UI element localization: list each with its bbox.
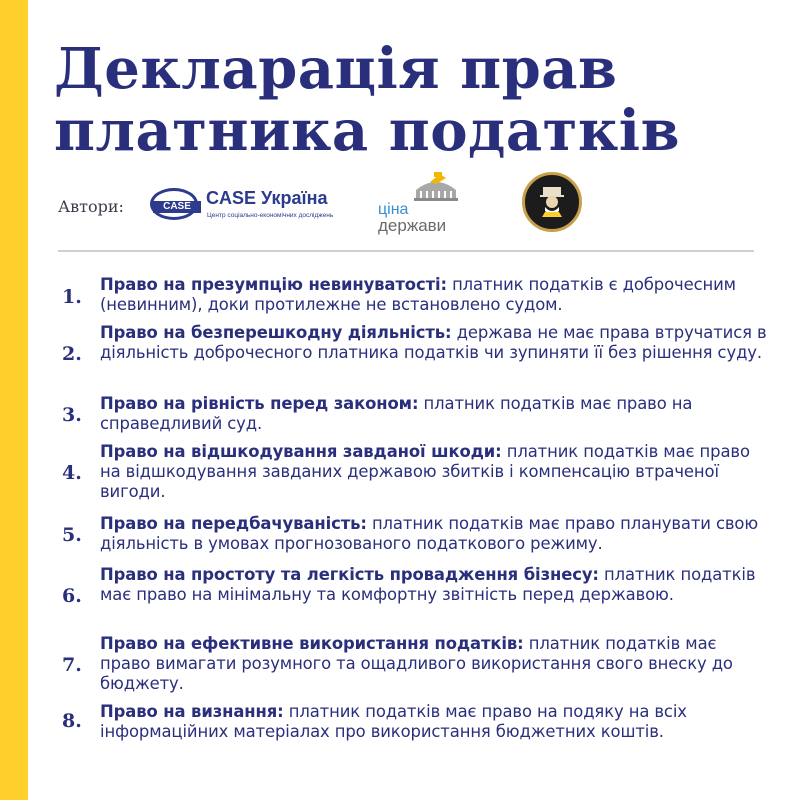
round-emblem-logo (522, 172, 582, 232)
right-heading: Право на передбачуваність: (100, 514, 367, 533)
page-title (54, 38, 774, 162)
right-text (100, 634, 770, 694)
right-text (100, 702, 770, 742)
authors-label: Автори: (58, 197, 124, 216)
right-text (100, 394, 770, 434)
right-number: 1. (62, 286, 82, 308)
authors-row (58, 172, 758, 242)
right-body: платник податків має право вимагати розумного та ощадливого використання свого внеску до бюджету. (100, 634, 733, 693)
right-body: платник податків має право на справедливий суд. (100, 394, 693, 433)
right-body: держава не має права втручатися в діяльність доброчесного платника податків чи зупиняти її без рішення суду. (100, 323, 767, 362)
yellow-side-bar (0, 0, 28, 800)
parliament-building-icon (406, 172, 466, 202)
right-body: платник податків є доброчесним (невинним), доки протилежне не встановлено судом. (100, 275, 736, 314)
right-heading: Право на визнання: (100, 702, 284, 721)
case-oval-text: CASE (153, 201, 201, 213)
right-body: платник податків має право на мінімальну та комфортну звітність перед державою. (100, 565, 756, 604)
cina-word: ціна (378, 201, 409, 218)
case-subtitle: Центр соціально-економічних досліджень (207, 212, 334, 219)
right-text (100, 275, 770, 315)
right-text (100, 442, 770, 502)
right-number: 3. (62, 404, 82, 426)
case-name: CASE Україна (206, 188, 328, 208)
portrait-icon (539, 187, 565, 217)
right-number: 7. (62, 654, 82, 676)
right-number: 6. (62, 585, 82, 607)
title-line-2: платника податків (54, 98, 680, 164)
right-text (100, 323, 770, 363)
title-line-1: Декларація прав (54, 36, 618, 102)
case-oval-icon (150, 188, 198, 220)
right-body: платник податків має право планувати свою діяльність в умовах прогнозованого податкового режиму. (100, 514, 759, 553)
right-heading: Право на простоту та легкість провадження бізнесу: (100, 565, 599, 584)
divider (58, 250, 754, 252)
right-text (100, 514, 770, 554)
right-number: 4. (62, 462, 82, 484)
right-number: 8. (62, 710, 82, 732)
case-ukraine-logo (150, 184, 350, 234)
right-number: 5. (62, 524, 82, 546)
right-number: 2. (62, 343, 82, 365)
right-heading: Право на рівність перед законом: (100, 394, 419, 413)
cina-text (378, 202, 446, 234)
right-heading: Право на безперешкодну діяльність: (100, 323, 452, 342)
cina-derzhavy-logo (378, 172, 478, 236)
derzhavy-word: держави (378, 216, 447, 235)
right-heading: Право на відшкодування завданої шкоди: (100, 442, 502, 461)
right-heading: Право на презумпцію невинуватості: (100, 275, 447, 294)
right-heading: Право на ефективне використання податків: (100, 634, 524, 653)
right-text (100, 565, 770, 605)
right-body: платник податків має право на відшкодування завданих державою збитків і компенсацію втраченої вигоди. (100, 442, 750, 501)
right-body: платник податків має право на подяку на всіх інформаційних матеріалах про використання бюджетних коштів. (100, 702, 687, 741)
